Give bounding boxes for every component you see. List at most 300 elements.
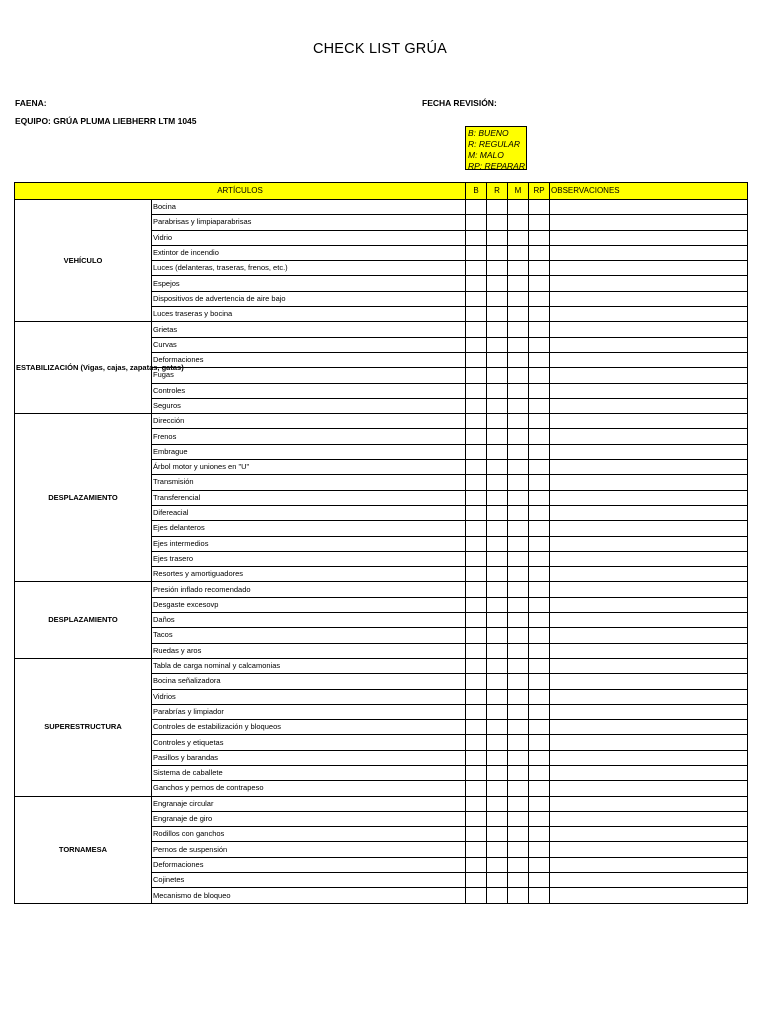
item-label: Difereacial <box>152 505 466 520</box>
rating-cell-r[interactable] <box>487 337 508 352</box>
rating-cell-r[interactable] <box>487 429 508 444</box>
rating-cell-rp[interactable] <box>529 735 550 750</box>
rating-cell-b[interactable] <box>466 735 487 750</box>
rating-cell-rp[interactable] <box>529 337 550 352</box>
rating-cell-m[interactable] <box>508 796 529 811</box>
rating-cell-b[interactable] <box>466 781 487 796</box>
rating-cell-rp[interactable] <box>529 658 550 673</box>
item-label: Grietas <box>152 322 466 337</box>
rating-cell-b[interactable] <box>466 842 487 857</box>
rating-cell-b[interactable] <box>466 613 487 628</box>
rating-cell-m[interactable] <box>508 582 529 597</box>
rating-cell-r[interactable] <box>487 230 508 245</box>
rating-cell-rp[interactable] <box>529 613 550 628</box>
rating-cell-r[interactable] <box>487 643 508 658</box>
header-rp: RP <box>529 183 550 200</box>
observaciones-cell[interactable] <box>550 781 748 796</box>
rating-cell-b[interactable] <box>466 383 487 398</box>
observaciones-cell[interactable] <box>550 888 748 903</box>
rating-cell-m[interactable] <box>508 261 529 276</box>
rating-cell-rp[interactable] <box>529 521 550 536</box>
rating-cell-r[interactable] <box>487 567 508 582</box>
item-label: Controles de estabilización y bloqueos <box>152 720 466 735</box>
rating-cell-b[interactable] <box>466 551 487 566</box>
rating-cell-b[interactable] <box>466 536 487 551</box>
observaciones-cell[interactable] <box>550 505 748 520</box>
rating-cell-m[interactable] <box>508 200 529 215</box>
rating-cell-b[interactable] <box>466 674 487 689</box>
rating-cell-r[interactable] <box>487 765 508 780</box>
observaciones-cell[interactable] <box>550 857 748 872</box>
rating-cell-rp[interactable] <box>529 873 550 888</box>
table-row <box>15 582 748 597</box>
rating-cell-rp[interactable] <box>529 398 550 413</box>
rating-cell-r[interactable] <box>487 490 508 505</box>
rating-cell-b[interactable] <box>466 475 487 490</box>
rating-cell-m[interactable] <box>508 873 529 888</box>
rating-cell-rp[interactable] <box>529 628 550 643</box>
item-label: Presión inflado recomendado <box>152 582 466 597</box>
rating-cell-b[interactable] <box>466 750 487 765</box>
section-name: VEHÍCULO <box>15 200 152 322</box>
rating-cell-r[interactable] <box>487 383 508 398</box>
header-articulos: ARTÍCULOS <box>15 183 466 200</box>
item-label: Parabrías y limpiador <box>152 704 466 719</box>
rating-cell-m[interactable] <box>508 505 529 520</box>
observaciones-cell[interactable] <box>550 368 748 383</box>
rating-cell-rp[interactable] <box>529 750 550 765</box>
rating-cell-b[interactable] <box>466 505 487 520</box>
table-header-row <box>15 183 748 200</box>
item-label: Extintor de incendio <box>152 245 466 260</box>
rating-cell-r[interactable] <box>487 444 508 459</box>
observaciones-cell[interactable] <box>550 643 748 658</box>
observaciones-cell[interactable] <box>550 200 748 215</box>
rating-cell-rp[interactable] <box>529 811 550 826</box>
item-label: Deformaciones <box>152 352 466 367</box>
rating-cell-r[interactable] <box>487 704 508 719</box>
item-label: Ejes intermedios <box>152 536 466 551</box>
rating-cell-rp[interactable] <box>529 551 550 566</box>
rating-cell-m[interactable] <box>508 322 529 337</box>
rating-cell-m[interactable] <box>508 597 529 612</box>
rating-cell-b[interactable] <box>466 582 487 597</box>
rating-cell-b[interactable] <box>466 873 487 888</box>
rating-cell-m[interactable] <box>508 398 529 413</box>
rating-cell-rp[interactable] <box>529 352 550 367</box>
rating-cell-b[interactable] <box>466 460 487 475</box>
rating-cell-m[interactable] <box>508 307 529 322</box>
item-label: Engranaje de giro <box>152 811 466 826</box>
faena-label: FAENA: <box>15 98 47 108</box>
item-label: Dispositivos de advertencia de aire bajo <box>152 291 466 306</box>
rating-cell-b[interactable] <box>466 444 487 459</box>
rating-cell-r[interactable] <box>487 658 508 673</box>
section-name: ESTABILIZACIÓN (Vigas, cajas, zapatas, gatas) <box>15 322 152 414</box>
item-label: Pasillos y barandas <box>152 750 466 765</box>
observaciones-cell[interactable] <box>550 765 748 780</box>
rating-cell-b[interactable] <box>466 857 487 872</box>
observaciones-cell[interactable] <box>550 521 748 536</box>
rating-cell-r[interactable] <box>487 735 508 750</box>
rating-cell-r[interactable] <box>487 597 508 612</box>
item-label: Deformaciones <box>152 857 466 872</box>
observaciones-cell[interactable] <box>550 720 748 735</box>
rating-cell-b[interactable] <box>466 429 487 444</box>
observaciones-cell[interactable] <box>550 475 748 490</box>
rating-cell-r[interactable] <box>487 842 508 857</box>
item-label: Luces traseras y bocina <box>152 307 466 322</box>
rating-cell-r[interactable] <box>487 796 508 811</box>
rating-cell-m[interactable] <box>508 460 529 475</box>
observaciones-cell[interactable] <box>550 276 748 291</box>
item-label: Parabrisas y limpiaparabrisas <box>152 215 466 230</box>
observaciones-cell[interactable] <box>550 567 748 582</box>
item-label: Desgaste excesovp <box>152 597 466 612</box>
observaciones-cell[interactable] <box>550 444 748 459</box>
rating-cell-r[interactable] <box>487 414 508 429</box>
observaciones-cell[interactable] <box>550 628 748 643</box>
rating-cell-m[interactable] <box>508 704 529 719</box>
rating-cell-b[interactable] <box>466 720 487 735</box>
rating-cell-b[interactable] <box>466 368 487 383</box>
header-m: M <box>508 183 529 200</box>
item-label: Controles y etiquetas <box>152 735 466 750</box>
observaciones-cell[interactable] <box>550 398 748 413</box>
rating-cell-r[interactable] <box>487 827 508 842</box>
rating-cell-rp[interactable] <box>529 567 550 582</box>
rating-cell-m[interactable] <box>508 337 529 352</box>
rating-cell-b[interactable] <box>466 215 487 230</box>
rating-cell-rp[interactable] <box>529 765 550 780</box>
rating-cell-b[interactable] <box>466 307 487 322</box>
rating-cell-r[interactable] <box>487 505 508 520</box>
observaciones-cell[interactable] <box>550 230 748 245</box>
rating-cell-m[interactable] <box>508 352 529 367</box>
observaciones-cell[interactable] <box>550 796 748 811</box>
item-label: Bocina señalizadora <box>152 674 466 689</box>
rating-cell-b[interactable] <box>466 490 487 505</box>
rating-cell-rp[interactable] <box>529 230 550 245</box>
observaciones-cell[interactable] <box>550 597 748 612</box>
observaciones-cell[interactable] <box>550 689 748 704</box>
legend-regular: R: REGULAR <box>468 139 520 149</box>
rating-cell-rp[interactable] <box>529 643 550 658</box>
rating-cell-m[interactable] <box>508 245 529 260</box>
item-label: Ruedas y aros <box>152 643 466 658</box>
table-row <box>15 200 748 215</box>
rating-cell-r[interactable] <box>487 613 508 628</box>
rating-cell-rp[interactable] <box>529 505 550 520</box>
rating-cell-b[interactable] <box>466 827 487 842</box>
rating-cell-r[interactable] <box>487 551 508 566</box>
item-label: Cojinetes <box>152 873 466 888</box>
rating-cell-m[interactable] <box>508 414 529 429</box>
rating-cell-rp[interactable] <box>529 796 550 811</box>
rating-cell-m[interactable] <box>508 276 529 291</box>
rating-cell-m[interactable] <box>508 750 529 765</box>
observaciones-cell[interactable] <box>550 536 748 551</box>
observaciones-cell[interactable] <box>550 551 748 566</box>
rating-cell-rp[interactable] <box>529 536 550 551</box>
rating-cell-rp[interactable] <box>529 276 550 291</box>
rating-cell-rp[interactable] <box>529 674 550 689</box>
section-name: DESPLAZAMIENTO <box>15 414 152 582</box>
rating-cell-b[interactable] <box>466 261 487 276</box>
observaciones-cell[interactable] <box>550 291 748 306</box>
rating-cell-m[interactable] <box>508 567 529 582</box>
rating-cell-b[interactable] <box>466 658 487 673</box>
rating-cell-r[interactable] <box>487 582 508 597</box>
item-label: Vidrio <box>152 230 466 245</box>
rating-cell-rp[interactable] <box>529 689 550 704</box>
rating-cell-b[interactable] <box>466 291 487 306</box>
rating-cell-r[interactable] <box>487 245 508 260</box>
observaciones-cell[interactable] <box>550 873 748 888</box>
item-label: Tabla de carga nominal y calcamonias <box>152 658 466 673</box>
item-label: Fugas <box>152 368 466 383</box>
item-label: Controles <box>152 383 466 398</box>
rating-cell-r[interactable] <box>487 720 508 735</box>
rating-cell-r[interactable] <box>487 811 508 826</box>
observaciones-cell[interactable] <box>550 582 748 597</box>
observaciones-cell[interactable] <box>550 383 748 398</box>
item-label: Luces (delanteras, traseras, frenos, etc.) <box>152 261 466 276</box>
rating-cell-r[interactable] <box>487 368 508 383</box>
observaciones-cell[interactable] <box>550 613 748 628</box>
rating-cell-m[interactable] <box>508 643 529 658</box>
observaciones-cell[interactable] <box>550 337 748 352</box>
rating-cell-r[interactable] <box>487 750 508 765</box>
observaciones-cell[interactable] <box>550 674 748 689</box>
rating-cell-r[interactable] <box>487 475 508 490</box>
rating-cell-rp[interactable] <box>529 444 550 459</box>
rating-cell-m[interactable] <box>508 658 529 673</box>
checklist-body <box>15 200 748 904</box>
rating-cell-b[interactable] <box>466 276 487 291</box>
rating-cell-r[interactable] <box>487 873 508 888</box>
rating-cell-r[interactable] <box>487 276 508 291</box>
rating-cell-r[interactable] <box>487 674 508 689</box>
rating-cell-b[interactable] <box>466 597 487 612</box>
rating-cell-rp[interactable] <box>529 429 550 444</box>
rating-cell-m[interactable] <box>508 613 529 628</box>
rating-cell-m[interactable] <box>508 811 529 826</box>
legend-bueno: B: BUENO <box>468 128 509 138</box>
item-label: Sistema de caballete <box>152 765 466 780</box>
rating-cell-r[interactable] <box>487 628 508 643</box>
rating-cell-r[interactable] <box>487 307 508 322</box>
rating-cell-rp[interactable] <box>529 490 550 505</box>
item-label: Resortes y amortiguadores <box>152 567 466 582</box>
observaciones-cell[interactable] <box>550 322 748 337</box>
observaciones-cell[interactable] <box>550 658 748 673</box>
rating-cell-rp[interactable] <box>529 597 550 612</box>
item-label: Embrague <box>152 444 466 459</box>
rating-cell-b[interactable] <box>466 704 487 719</box>
legend-malo: M: MALO <box>468 150 504 160</box>
rating-cell-m[interactable] <box>508 429 529 444</box>
item-label: Seguros <box>152 398 466 413</box>
item-label: Espejos <box>152 276 466 291</box>
rating-cell-b[interactable] <box>466 888 487 903</box>
table-row <box>15 322 748 337</box>
observaciones-cell[interactable] <box>550 750 748 765</box>
rating-cell-m[interactable] <box>508 720 529 735</box>
rating-cell-m[interactable] <box>508 888 529 903</box>
observaciones-cell[interactable] <box>550 429 748 444</box>
rating-cell-rp[interactable] <box>529 368 550 383</box>
rating-cell-rp[interactable] <box>529 261 550 276</box>
rating-cell-m[interactable] <box>508 536 529 551</box>
rating-cell-m[interactable] <box>508 842 529 857</box>
rating-cell-rp[interactable] <box>529 781 550 796</box>
observaciones-cell[interactable] <box>550 352 748 367</box>
rating-cell-r[interactable] <box>487 888 508 903</box>
rating-cell-rp[interactable] <box>529 582 550 597</box>
item-label: Bocina <box>152 200 466 215</box>
rating-cell-b[interactable] <box>466 567 487 582</box>
item-label: Mecanismo de bloqueo <box>152 888 466 903</box>
header-observaciones: OBSERVACIONES <box>550 183 748 200</box>
rating-cell-b[interactable] <box>466 689 487 704</box>
rating-cell-m[interactable] <box>508 291 529 306</box>
rating-cell-r[interactable] <box>487 200 508 215</box>
rating-cell-m[interactable] <box>508 490 529 505</box>
table-row <box>15 796 748 811</box>
rating-cell-rp[interactable] <box>529 842 550 857</box>
rating-cell-rp[interactable] <box>529 704 550 719</box>
rating-cell-m[interactable] <box>508 765 529 780</box>
rating-cell-m[interactable] <box>508 781 529 796</box>
checklist-table <box>14 182 748 904</box>
rating-cell-b[interactable] <box>466 322 487 337</box>
rating-cell-rp[interactable] <box>529 857 550 872</box>
observaciones-cell[interactable] <box>550 842 748 857</box>
item-label: Transferencial <box>152 490 466 505</box>
page-title: CHECK LIST GRÚA <box>312 41 448 57</box>
rating-cell-m[interactable] <box>508 383 529 398</box>
header-r: R <box>487 183 508 200</box>
item-label: Engranaje circular <box>152 796 466 811</box>
item-label: Vidrios <box>152 689 466 704</box>
rating-cell-b[interactable] <box>466 796 487 811</box>
rating-cell-b[interactable] <box>466 245 487 260</box>
rating-cell-m[interactable] <box>508 444 529 459</box>
rating-cell-r[interactable] <box>487 215 508 230</box>
observaciones-cell[interactable] <box>550 261 748 276</box>
item-label: Árbol motor y uniones en "U" <box>152 460 466 475</box>
rating-cell-m[interactable] <box>508 827 529 842</box>
rating-cell-m[interactable] <box>508 475 529 490</box>
rating-cell-b[interactable] <box>466 765 487 780</box>
table-row <box>15 658 748 673</box>
rating-cell-rp[interactable] <box>529 414 550 429</box>
section-name: DESPLAZAMIENTO <box>15 582 152 658</box>
observaciones-cell[interactable] <box>550 414 748 429</box>
section-name: SUPERESTRUCTURA <box>15 658 152 796</box>
rating-cell-rp[interactable] <box>529 460 550 475</box>
header-b: B <box>466 183 487 200</box>
rating-cell-m[interactable] <box>508 674 529 689</box>
item-label: Frenos <box>152 429 466 444</box>
rating-cell-r[interactable] <box>487 398 508 413</box>
rating-cell-m[interactable] <box>508 628 529 643</box>
item-label: Curvas <box>152 337 466 352</box>
item-label: Tacos <box>152 628 466 643</box>
legend-reparar: RP: REPARAR <box>468 161 525 171</box>
rating-legend <box>465 126 527 170</box>
fecha-revision-label: FECHA REVISIÓN: <box>422 98 497 108</box>
rating-cell-r[interactable] <box>487 352 508 367</box>
rating-cell-b[interactable] <box>466 521 487 536</box>
rating-cell-rp[interactable] <box>529 475 550 490</box>
rating-cell-rp[interactable] <box>529 291 550 306</box>
rating-cell-m[interactable] <box>508 368 529 383</box>
rating-cell-r[interactable] <box>487 857 508 872</box>
rating-cell-r[interactable] <box>487 261 508 276</box>
rating-cell-m[interactable] <box>508 230 529 245</box>
rating-cell-b[interactable] <box>466 337 487 352</box>
rating-cell-b[interactable] <box>466 628 487 643</box>
rating-cell-b[interactable] <box>466 398 487 413</box>
observaciones-cell[interactable] <box>550 307 748 322</box>
rating-cell-rp[interactable] <box>529 888 550 903</box>
rating-cell-b[interactable] <box>466 200 487 215</box>
rating-cell-rp[interactable] <box>529 827 550 842</box>
rating-cell-rp[interactable] <box>529 215 550 230</box>
observaciones-cell[interactable] <box>550 704 748 719</box>
item-label: Pernos de suspensión <box>152 842 466 857</box>
item-label: Ejes trasero <box>152 551 466 566</box>
observaciones-cell[interactable] <box>550 811 748 826</box>
rating-cell-rp[interactable] <box>529 307 550 322</box>
rating-cell-m[interactable] <box>508 689 529 704</box>
rating-cell-b[interactable] <box>466 352 487 367</box>
section-name: TORNAMESA <box>15 796 152 903</box>
observaciones-cell[interactable] <box>550 460 748 475</box>
rating-cell-r[interactable] <box>487 460 508 475</box>
rating-cell-r[interactable] <box>487 689 508 704</box>
rating-cell-m[interactable] <box>508 857 529 872</box>
rating-cell-r[interactable] <box>487 291 508 306</box>
observaciones-cell[interactable] <box>550 735 748 750</box>
rating-cell-rp[interactable] <box>529 720 550 735</box>
rating-cell-r[interactable] <box>487 521 508 536</box>
rating-cell-m[interactable] <box>508 735 529 750</box>
rating-cell-rp[interactable] <box>529 200 550 215</box>
observaciones-cell[interactable] <box>550 490 748 505</box>
rating-cell-m[interactable] <box>508 521 529 536</box>
rating-cell-m[interactable] <box>508 551 529 566</box>
rating-cell-rp[interactable] <box>529 322 550 337</box>
rating-cell-r[interactable] <box>487 781 508 796</box>
rating-cell-rp[interactable] <box>529 245 550 260</box>
rating-cell-r[interactable] <box>487 536 508 551</box>
rating-cell-b[interactable] <box>466 811 487 826</box>
item-label: Daños <box>152 613 466 628</box>
rating-cell-m[interactable] <box>508 215 529 230</box>
rating-cell-rp[interactable] <box>529 383 550 398</box>
observaciones-cell[interactable] <box>550 215 748 230</box>
rating-cell-r[interactable] <box>487 322 508 337</box>
equipo-label: EQUIPO: GRÚA PLUMA LIEBHERR LTM 1045 <box>15 116 197 126</box>
observaciones-cell[interactable] <box>550 827 748 842</box>
observaciones-cell[interactable] <box>550 245 748 260</box>
rating-cell-b[interactable] <box>466 414 487 429</box>
rating-cell-b[interactable] <box>466 230 487 245</box>
rating-cell-b[interactable] <box>466 643 487 658</box>
